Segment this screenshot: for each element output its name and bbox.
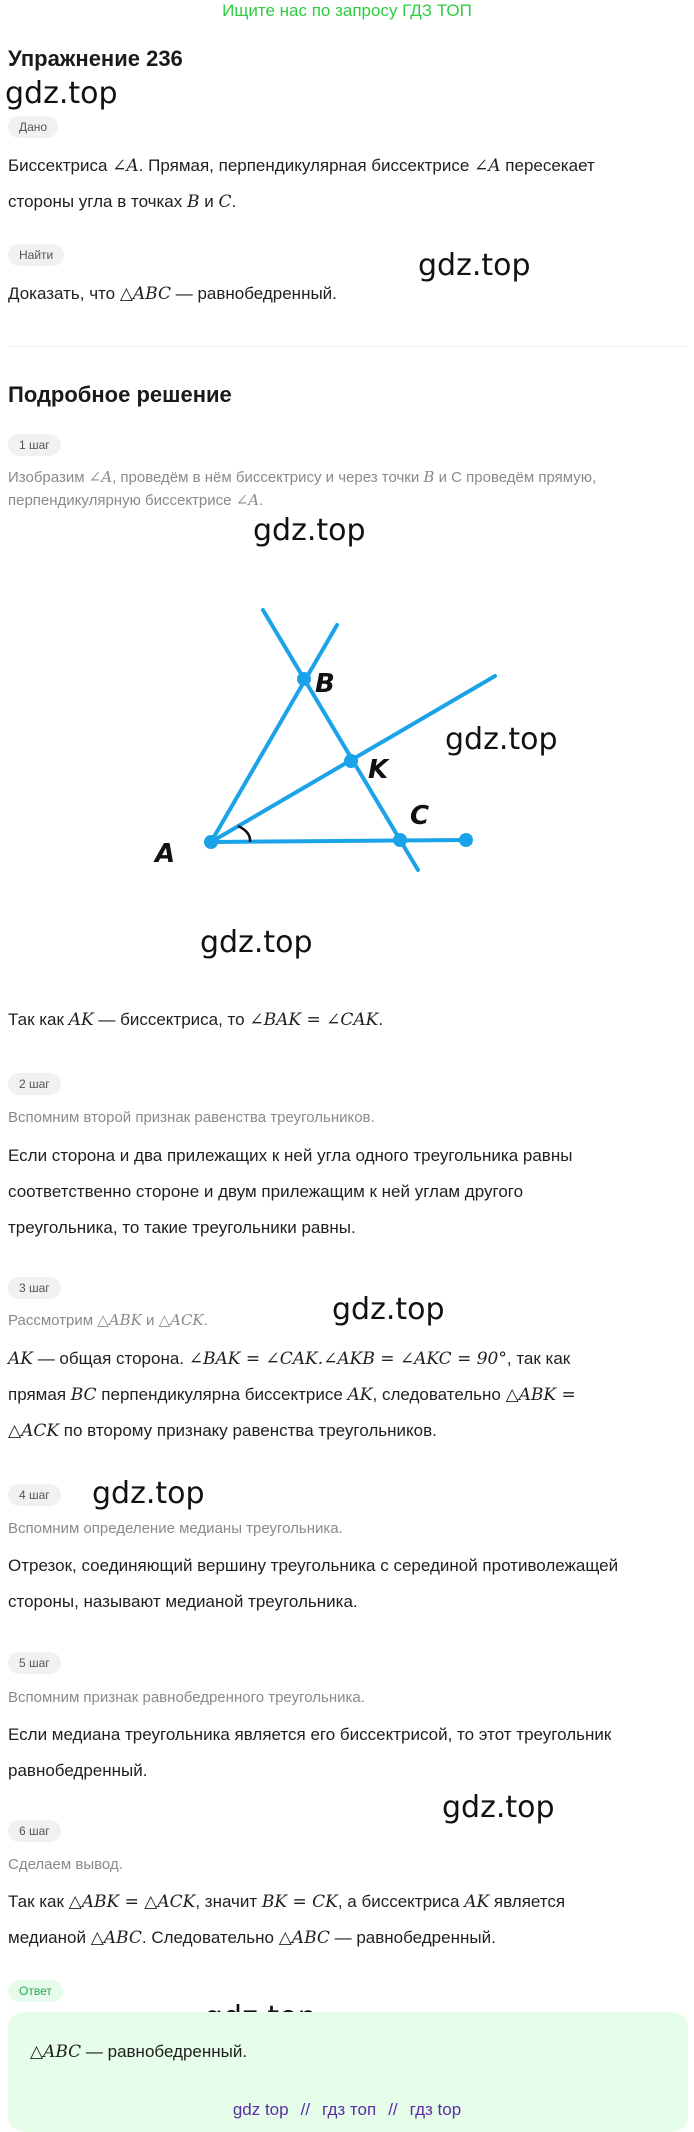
step-4-chip: 4 шаг	[8, 1484, 61, 1506]
math: △ACK	[158, 1311, 204, 1329]
math: AK	[68, 1010, 94, 1030]
math: △ABK =	[505, 1385, 576, 1405]
answer-text	[30, 2034, 694, 2070]
step-chip-wrap	[8, 434, 61, 456]
side-ab-line	[211, 625, 337, 842]
text-part: . Следовательно	[141, 1928, 279, 1947]
math-angle-a: ∠A	[112, 156, 139, 176]
math-point-b: B	[187, 192, 200, 212]
math: △ABK = △ACK	[68, 1892, 196, 1912]
step-1-chip: 1 шаг	[8, 434, 61, 456]
math: ∠BAK = ∠CAK.∠AKB = ∠AKC = 90°	[188, 1349, 507, 1369]
watermark: gdz.top	[332, 1292, 445, 1327]
solution-title: Подробное решение	[8, 382, 232, 407]
given-text-part: и	[199, 192, 219, 211]
find-chip-wrap	[8, 244, 64, 266]
footer-separator: //	[300, 2100, 311, 2119]
math: △ABK	[97, 1311, 142, 1329]
exercise-title: Упражнение 236	[8, 46, 183, 71]
note-part: и	[141, 1312, 159, 1329]
answer-chip: Ответ	[8, 1980, 63, 2002]
text-part: медианой	[8, 1928, 91, 1947]
step-chip-wrap	[8, 1484, 61, 1506]
find-text	[8, 276, 688, 312]
step-chip-wrap	[8, 1073, 61, 1095]
math: △ABC	[278, 1928, 330, 1948]
perpendicular-bc-line	[263, 610, 418, 870]
given-text-part: стороны угла в точках	[8, 192, 187, 211]
watermark: gdz.top	[445, 722, 558, 757]
step-chip-wrap	[8, 1652, 61, 1674]
divider	[8, 346, 688, 347]
label-c: C	[410, 801, 430, 831]
footer-link[interactable]: гдз топ	[322, 2100, 377, 2119]
given-chip-wrap	[8, 116, 58, 138]
find-chip: Найти	[8, 244, 64, 266]
step-2-note: Вспомним второй признак равенства треугольников.	[8, 1109, 375, 1126]
text-line: Если сторона и два прилежащих к ней угла одного треугольника равны	[8, 1146, 573, 1165]
find-text-part: Доказать, что	[8, 284, 120, 303]
text-line: равнобедренный.	[8, 1761, 148, 1780]
math: BK = CK	[261, 1892, 338, 1912]
watermark: gdz.top	[253, 513, 366, 548]
text-line: соответственно стороне и двум прилежащим к ней углам другого	[8, 1182, 524, 1201]
geometry-figure	[0, 580, 694, 920]
math: AK	[347, 1385, 373, 1405]
math-angle-a: ∠A	[474, 156, 501, 176]
note-part: и C проведём прямую,	[434, 469, 597, 486]
point-c	[393, 833, 407, 847]
angle-arc	[238, 826, 250, 842]
given-text	[8, 148, 688, 220]
step-3-text	[8, 1341, 688, 1449]
given-text-part: Биссектриса	[8, 156, 113, 175]
step-chip-wrap	[8, 1820, 61, 1842]
text-part: , значит	[195, 1892, 262, 1911]
footer-link[interactable]: gdz top	[232, 2100, 289, 2119]
watermark: gdz.top	[92, 1476, 205, 1511]
footer-link[interactable]: гдз top	[409, 2100, 462, 2119]
text-part: .	[378, 1010, 384, 1029]
step-3-chip: 3 шаг	[8, 1277, 61, 1299]
note-part: Изобразим	[8, 469, 89, 486]
step-5-note: Вспомним признак равнобедренного треугольника.	[8, 1689, 365, 1706]
math: △ACK	[8, 1421, 60, 1441]
text-part: , так как	[506, 1349, 571, 1368]
text-part: Так как	[8, 1892, 69, 1911]
watermark: gdz.top	[200, 925, 313, 960]
step-chip-wrap	[8, 1277, 61, 1299]
answer-chip-wrap	[8, 1980, 63, 2002]
text-line: Если медиана треугольника является его биссектрисой, то этот треугольник	[8, 1725, 612, 1744]
step-3-note	[8, 1309, 688, 1332]
step-5-text	[8, 1717, 688, 1789]
point-k	[344, 754, 358, 768]
math: AK	[8, 1349, 33, 1369]
text-part: по второму признаку равенства треугольников.	[59, 1421, 437, 1440]
step-2-text	[8, 1138, 688, 1246]
math: ∠A	[88, 468, 113, 486]
text-part: прямая	[8, 1385, 71, 1404]
math: ∠BAK = ∠CAK	[249, 1010, 379, 1030]
footer-links	[0, 2100, 694, 2120]
given-text-part: .	[231, 192, 237, 211]
math: △ABC	[90, 1928, 142, 1948]
step-6-note: Сделаем вывод.	[8, 1856, 123, 1873]
footer-separator: //	[388, 2100, 398, 2119]
watermark: gdz.top	[5, 76, 118, 111]
point-b	[297, 672, 311, 686]
math: AK	[464, 1892, 490, 1912]
text-part: Так как	[8, 1010, 69, 1029]
math-triangle: △ABC	[119, 284, 171, 304]
text-part: перпендикулярна биссектрисе	[96, 1385, 348, 1404]
step-5-chip: 5 шаг	[8, 1652, 61, 1674]
point-a	[204, 835, 218, 849]
text-line: Отрезок, соединяющий вершину треугольника с серединой противолежащей	[8, 1556, 619, 1575]
note-part: , проведём в нём биссектрису и через точки	[112, 469, 424, 486]
step-6-text	[8, 1884, 688, 1956]
given-text-part: . Прямая, перпендикулярная биссектрисе	[138, 156, 475, 175]
note-part: .	[203, 1312, 208, 1329]
watermark: gdz.top	[442, 1790, 555, 1825]
step-1-text	[8, 1002, 688, 1038]
text-part: — общая сторона.	[32, 1349, 189, 1368]
search-banner[interactable]: Ищите нас по запросу ГДЗ ТОП	[222, 1, 472, 20]
text-part: является	[489, 1892, 566, 1911]
note-part: .	[259, 492, 264, 509]
step-4-note: Вспомним определение медианы треугольника.	[8, 1520, 343, 1537]
note-part: перпендикулярную биссектрисе	[8, 492, 236, 509]
line-end-point	[459, 833, 473, 847]
text-line: треугольника, то такие треугольники равны.	[8, 1218, 356, 1237]
label-a: A	[155, 839, 176, 869]
text-part: — равнобедренный.	[81, 2042, 248, 2061]
text-part: , следовательно	[372, 1385, 506, 1404]
watermark: gdz.top	[418, 248, 531, 283]
text-part: — биссектриса, то	[93, 1010, 250, 1029]
text-part: , а биссектриса	[337, 1892, 465, 1911]
math-point-c: C	[218, 192, 232, 212]
math: BC	[70, 1385, 97, 1405]
label-k: K	[368, 755, 389, 785]
step-6-chip: 6 шаг	[8, 1820, 61, 1842]
step-1-note	[8, 466, 688, 512]
note-part: Рассмотрим	[8, 1312, 98, 1329]
given-text-part: пересекает	[500, 156, 595, 175]
text-line: стороны, называют медианой треугольника.	[8, 1592, 358, 1611]
math: B	[423, 468, 435, 486]
step-2-chip: 2 шаг	[8, 1073, 61, 1095]
text-part: — равнобедренный.	[329, 1928, 496, 1947]
step-4-text	[8, 1548, 688, 1620]
math: ∠A	[235, 491, 260, 509]
math: △ABC	[30, 2042, 82, 2062]
find-text-part: — равнобедренный.	[171, 284, 337, 303]
given-chip: Дано	[8, 116, 58, 138]
label-b: B	[315, 669, 335, 699]
